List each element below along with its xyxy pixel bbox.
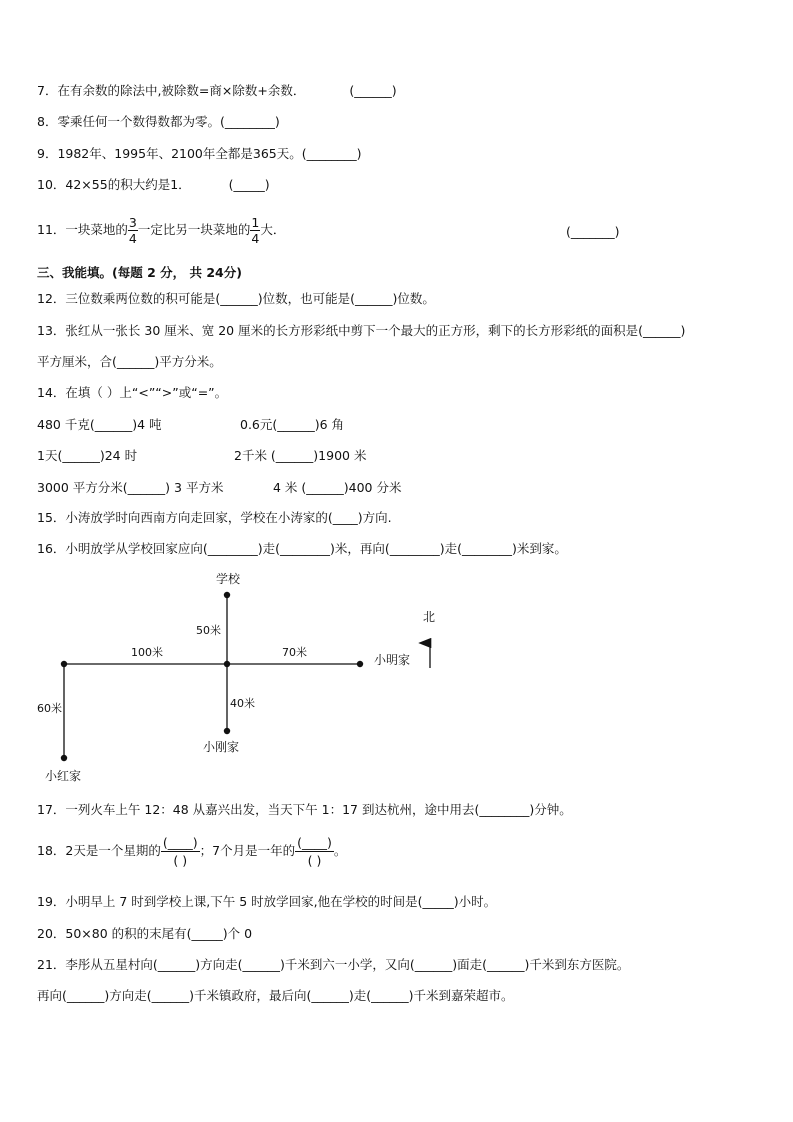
question-21-line-1: 21．李彤从五星村向(______)方向走(______)千米到六一小学，又向(______)面走(______)千米到东方医院。 xyxy=(37,957,630,972)
answer-blank[interactable]: (______) xyxy=(349,83,397,98)
xiaogang-home-point xyxy=(224,728,230,734)
question-9 xyxy=(37,145,362,163)
answer-blank[interactable]: (_____) xyxy=(228,177,270,192)
question-12 xyxy=(37,290,435,308)
question-15: 15．小涛放学时向西南方向走回家，学校在小涛家的(____)方向. xyxy=(37,510,392,525)
junction-point xyxy=(224,661,230,667)
question-21-line-2: 再向(______)方向走(______)千米镇政府，最后向(______)走(______)千米到嘉荣超市。 xyxy=(37,988,514,1003)
school-point xyxy=(224,592,230,598)
xiaoming-home-point xyxy=(357,661,363,667)
question-20: 20．50×80 的积的末尾有(_____)个 0 xyxy=(37,926,253,941)
fraction-three-quarters: $\frac{3}{4}$ xyxy=(128,215,137,246)
question-11-post: 大． xyxy=(260,222,286,237)
question-13-line-2: 平方厘米，合(______)平方分米。 xyxy=(37,354,222,369)
west-corner-point xyxy=(61,661,67,667)
question-8 xyxy=(37,113,280,131)
question-14-title: 14．在填（ ）上“<”“>”或“=”。 xyxy=(37,385,228,400)
question-18 xyxy=(37,834,346,869)
fraction-blank-week[interactable]: $\frac{(\_\_\_\_)}{( )}$ xyxy=(162,835,198,868)
question-9-text: 9．1982年、1995年、2100年全都是365天。(________) xyxy=(37,146,362,161)
label-school: 学校 xyxy=(216,572,241,586)
label-xiaoming-home: 小明家 xyxy=(374,653,411,667)
distance-60m: 60米 xyxy=(37,702,62,715)
answer-blank[interactable]: (_______) xyxy=(566,224,620,239)
question-18-post: 。 xyxy=(333,843,347,858)
distance-40m: 40米 xyxy=(230,697,255,710)
section-3-title: 三、我能填。(每题 2 分， 共 24分) xyxy=(37,265,242,280)
distance-100m: 100米 xyxy=(131,646,163,659)
question-18-mid: ；7个月是一年的 xyxy=(199,843,296,858)
question-10-text: 10．42×55的积大约是1． xyxy=(37,177,191,192)
label-north: 北 xyxy=(423,610,436,624)
question-7-text: 7．在有余数的除法中,被除数=商×除数+余数． xyxy=(37,83,306,98)
question-18-pre: 18．2天是一个星期的 xyxy=(37,843,161,858)
question-13-line-1: 13．张红从一张长 30 厘米、宽 20 厘米的长方形彩纸中剪下一个最大的正方形，剩下的长方形彩纸的面积是(______) xyxy=(37,323,686,338)
distance-70m: 70米 xyxy=(282,646,307,659)
question-10 xyxy=(37,176,270,194)
distance-50m: 50米 xyxy=(196,624,221,637)
route-map xyxy=(0,566,793,786)
fraction-one-quarter: $\frac{1}{4}$ xyxy=(251,215,260,246)
question-16: 16．小明放学从学校回家应向(________)走(________)米，再向(________)走(________)米到家。 xyxy=(37,541,567,556)
question-14-row-1-a: 480 千克(______)4 吨 xyxy=(37,417,162,432)
question-11 xyxy=(37,215,285,246)
question-14-row-2-a: 1天(______)24 时 xyxy=(37,448,138,463)
question-11-pre: 11．一块菜地的 xyxy=(37,222,128,237)
question-11-mid: 一定比另一块菜地的 xyxy=(137,222,251,237)
question-8-text: 8．零乘任何一个数得数都为零。(________) xyxy=(37,114,280,129)
question-14-row-3-a: 3000 平方分米(______) 3 平方米 xyxy=(37,480,224,495)
question-14-row-1-b: 0.6元(______)6 角 xyxy=(240,417,345,432)
question-12-text: 12．三位数乘两位数的积可能是(______)位数，也可能是(______)位数。 xyxy=(37,291,435,306)
label-xiaogang-home: 小刚家 xyxy=(203,740,240,754)
fraction-blank-year[interactable]: $\frac{(\_\_\_\_)}{( )}$ xyxy=(297,835,332,868)
label-xiaohong-home: 小红家 xyxy=(45,769,82,783)
question-19: 19．小明早上 7 时到学校上课,下午 5 时放学回家,他在学校的时间是(_____)小时。 xyxy=(37,894,497,909)
xiaohong-home-point xyxy=(61,755,67,761)
question-14-row-3-b: 4 米 (______)400 分米 xyxy=(273,480,402,495)
question-17: 17．一列火车上午 12：48 从嘉兴出发，当天下午 1：17 到达杭州，途中用去(________)分钟。 xyxy=(37,802,572,817)
question-7 xyxy=(37,82,397,100)
question-14-row-2-b: 2千米 (______)1900 米 xyxy=(234,448,367,463)
